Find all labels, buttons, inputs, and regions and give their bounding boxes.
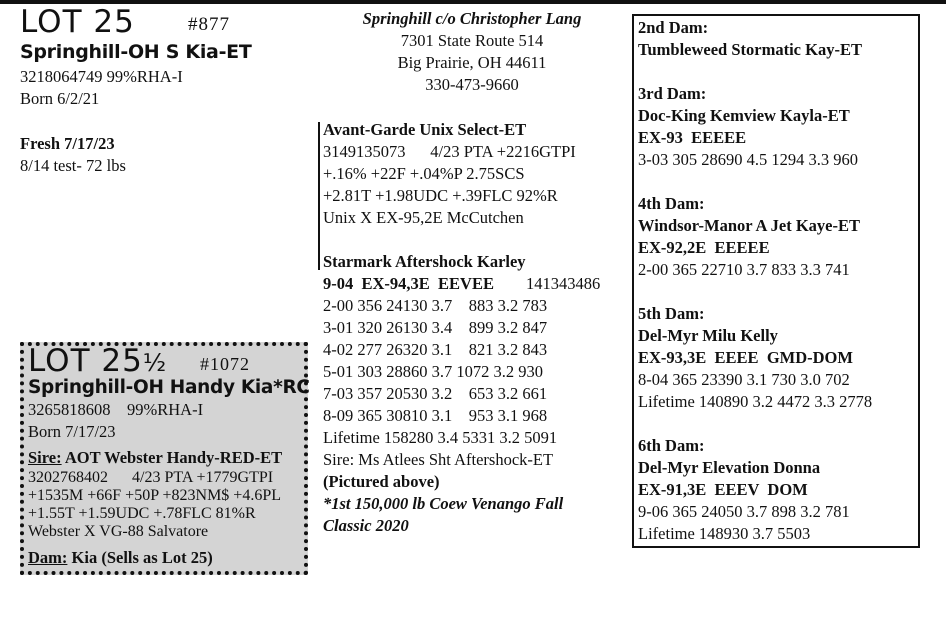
lot-half-sire-label: Sire: — [28, 448, 62, 467]
award-note: Classic 2020 — [323, 516, 409, 535]
born-date: Born 6/2/21 — [20, 89, 100, 108]
registration-line: 3218064749 99%RHA-I — [20, 67, 183, 86]
lot-half-sire-name: AOT Webster Handy-RED-ET — [64, 448, 283, 467]
lot-half-sire-line: Webster X VG-88 Salvatore — [28, 523, 209, 540]
lot-half-registration: 3265818608 99%RHA-I — [28, 400, 204, 419]
fresh-date: Fresh 7/17/23 — [20, 134, 115, 153]
cow-name: Springhill-OH S Kia-ET — [20, 41, 252, 63]
dam-label: 2nd Dam: — [638, 18, 709, 37]
sire-info-line: Unix X EX-95,2E McCutchen — [323, 208, 524, 227]
lot-half-number: #1072 — [200, 354, 250, 374]
dam-ancestor-class: EX-93 EEEEE — [638, 128, 747, 147]
lot-half-fraction: ½ — [142, 349, 168, 377]
dam-ancestor-record: 2-00 365 22710 3.7 833 3.3 741 — [638, 260, 850, 279]
dam-label: 4th Dam: — [638, 194, 705, 213]
dam-record: 8-09 365 30810 3.1 953 3.1 968 — [323, 406, 548, 425]
sire-info-line: 3149135073 4/23 PTA +2216GTPI — [323, 142, 576, 161]
lot-title: LOT 25 — [20, 4, 135, 40]
dam-ancestor-class: EX-93,3E EEEE GMD-DOM — [638, 348, 853, 367]
lot-half-sire-line: +1.55T +1.59UDC +.78FLC 81%R — [28, 505, 256, 522]
consignor-address-2: Big Prairie, OH 44611 — [397, 53, 547, 72]
dam-record: 5-01 303 28860 3.7 1072 3.2 930 — [323, 362, 543, 381]
dam-ancestor-name: Del-Myr Milu Kelly — [638, 326, 778, 345]
dam-lifetime: Lifetime 158280 3.4 5331 3.2 5091 — [323, 428, 558, 447]
lot-half-dam-value: Kia (Sells as Lot 25) — [71, 548, 213, 567]
dam-ancestor-name: Windsor-Manor A Jet Kaye-ET — [638, 216, 860, 235]
lot-half-title — [28, 345, 167, 379]
dam-label: 6th Dam: — [638, 436, 705, 455]
lot-half-sire — [28, 447, 282, 469]
lot-half-dam-label: Dam: — [28, 548, 68, 567]
lot-half-born: Born 7/17/23 — [28, 422, 116, 441]
sire-name: Avant-Garde Unix Select-ET — [323, 120, 527, 139]
dam-ancestor-lifetime: Lifetime 148930 3.7 5503 — [638, 524, 811, 543]
sire-info-line: +2.81T +1.98UDC +.39FLC 92%R — [323, 186, 558, 205]
dam-ancestor-class: EX-91,3E EEEV DOM — [638, 480, 808, 499]
test-result: 8/14 test- 72 lbs — [20, 156, 126, 175]
dam-label: 5th Dam: — [638, 304, 705, 323]
dam-ancestor-class: EX-92,2E EEEEE — [638, 238, 770, 257]
award-note: *1st 150,000 lb Coew Venango Fall — [323, 494, 564, 513]
lot-half-sire-line: +1535M +66F +50P +823NM$ +4.6PL — [28, 487, 281, 504]
lot-half-title-text: LOT 25 — [28, 343, 143, 379]
dam-record: 3-01 320 26130 3.4 899 3.2 847 — [323, 318, 548, 337]
dam-record: 4-02 277 26320 3.1 821 3.2 843 — [323, 340, 548, 359]
top-rule — [0, 0, 946, 4]
dam-label: 3rd Dam: — [638, 84, 707, 103]
sire-info-line: +.16% +22F +.04%P 2.75SCS — [323, 164, 525, 183]
dam-sire: Sire: Ms Atlees Sht Aftershock-ET — [323, 450, 554, 469]
lot-half-cow-name: Springhill-OH Handy Kia*RC — [28, 377, 310, 398]
dam-ancestor-lifetime: Lifetime 140890 3.2 4472 3.3 2778 — [638, 392, 873, 411]
lot-half-sire-line: 3202768402 4/23 PTA +1779GTPI — [28, 469, 274, 486]
dam-ancestor-name: Doc-King Kemview Kayla-ET — [638, 106, 850, 125]
dam-record: 2-00 356 24130 3.7 883 3.2 783 — [323, 296, 548, 315]
lot-number: #877 — [188, 14, 230, 35]
dam-registration: 141343486 — [526, 274, 601, 293]
sire-divider — [318, 122, 320, 270]
dam-record: 7-03 357 20530 3.2 653 3.2 661 — [323, 384, 548, 403]
dam-classification: 9-04 EX-94,3E EEVEE — [323, 274, 494, 293]
pictured-note: (Pictured above) — [323, 472, 440, 491]
dam-name: Starmark Aftershock Karley — [323, 252, 526, 271]
dam-ancestor-record: 9-06 365 24050 3.7 898 3.2 781 — [638, 502, 850, 521]
consignor-name: Springhill c/o Christopher Lang — [362, 9, 582, 28]
dam-ancestor-record: 3-03 305 28690 4.5 1294 3.3 960 — [638, 150, 858, 169]
consignor-address-1: 7301 State Route 514 — [400, 31, 544, 50]
consignor-phone: 330-473-9660 — [425, 75, 519, 94]
dam-ancestor-name: Del-Myr Elevation Donna — [638, 458, 821, 477]
dam-ancestor-record: 8-04 365 23390 3.1 730 3.0 702 — [638, 370, 850, 389]
dam-ancestor-name: Tumbleweed Stormatic Kay-ET — [638, 40, 862, 59]
lot-half-dam — [28, 547, 213, 569]
